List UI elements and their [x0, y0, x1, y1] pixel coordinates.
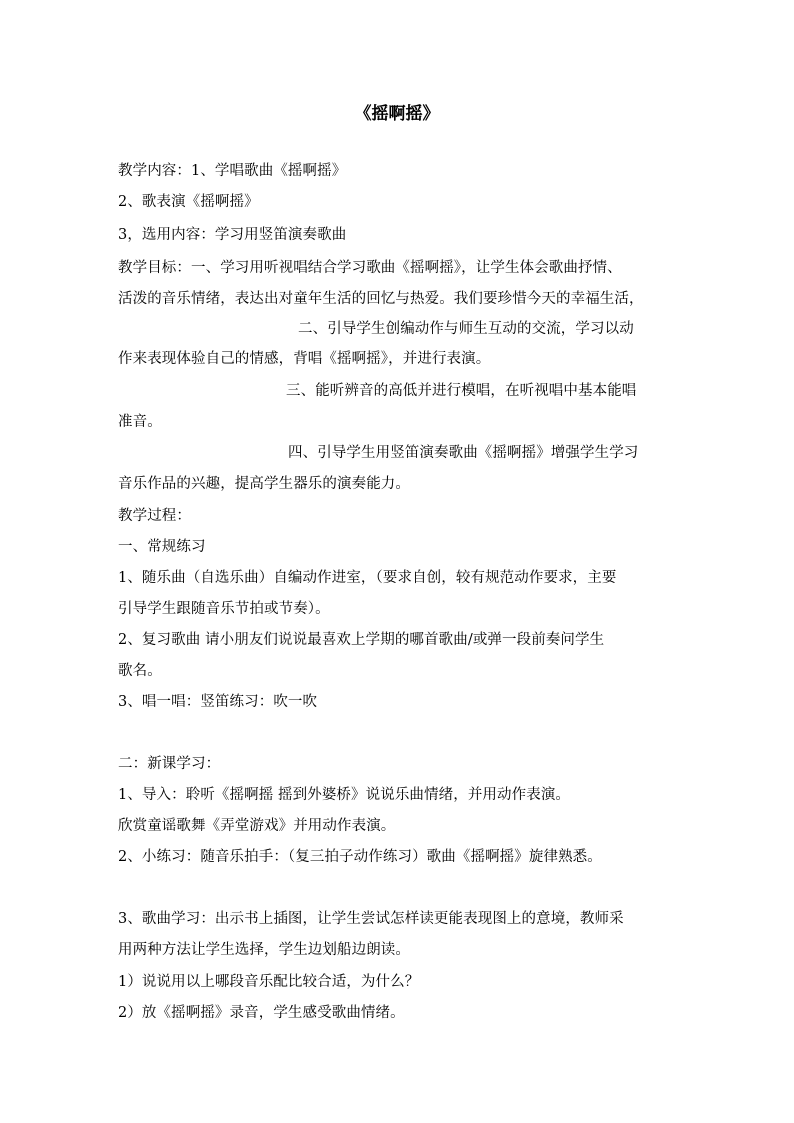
text-line: 2、歌表演《摇啊摇》 [118, 194, 259, 210]
text-line: 2）放《摇啊摇》录音，学生感受歌曲情绪。 [118, 1005, 405, 1021]
text-line: 教学内容：1、学唱歌曲《摇啊摇》 [118, 163, 347, 179]
text-line: 教学目标：一、学习用听视唱结合学习歌曲《摇啊摇》，让学生体会歌曲抒情、 [118, 260, 622, 276]
text-line: 教学过程： [118, 508, 191, 524]
text-line: 歌名。 [118, 663, 162, 679]
text-line: 二、引导学生创编动作与师生互动的交流，学习以动 [298, 321, 634, 337]
text-line: 1、导入：聆听《摇啊摇 摇到外婆桥》说说乐曲情绪，并用动作表演。 [118, 787, 571, 803]
text-line: 一、常规练习 [118, 539, 206, 555]
text-line: 用两种方法让学生选择，学生边划船边朗读。 [118, 942, 410, 958]
text-line: 三、能听辨音的高低并进行模唱，在听视唱中基本能唱 [286, 383, 637, 399]
text-line: 活泼的音乐情绪，表达出对童年生活的回忆与热爱。我们要珍惜今天的幸福生活， [118, 291, 644, 307]
text-line: 1）说说用以上哪段音乐配比较合适，为什么？ [118, 974, 420, 990]
text-line: 欣赏童谣歌舞《弄堂游戏》并用动作表演。 [118, 818, 396, 834]
text-line: 引导学生跟随音乐节拍或节奏）。 [118, 601, 330, 617]
text-line: 音乐作品的兴趣，提高学生器乐的演奏能力。 [118, 476, 410, 492]
text-line: 四、引导学生用竖笛演奏歌曲《摇啊摇》增强学生学习 [288, 445, 639, 461]
text-line: 3、唱一唱：竖笛练习：吹一吹 [118, 694, 318, 710]
text-line: 3，选用内容：学习用竖笛演奏歌曲 [118, 227, 347, 243]
text-line: 二：新课学习： [118, 756, 221, 772]
document-title: 《摇啊摇》 [354, 104, 440, 124]
text-line: 2、复习歌曲 请小朋友们说说最喜欢上学期的哪首歌曲/或弹一段前奏问学生 [118, 632, 605, 648]
text-line: 1、随乐曲（自选乐曲）自编动作进室，（要求自创，较有规范动作要求，主要 [118, 570, 617, 586]
text-line: 作来表现体验自己的情感，背唱《摇啊摇》，并进行表演。 [118, 351, 491, 367]
text-line: 2、小练习：随音乐拍手：（复三拍子动作练习）歌曲《摇啊摇》旋律熟悉。 [118, 849, 602, 865]
text-line: 准音。 [118, 414, 162, 430]
text-line: 3、歌曲学习：出示书上插图，让学生尝试怎样读更能表现图上的意境，教师采 [118, 911, 624, 927]
